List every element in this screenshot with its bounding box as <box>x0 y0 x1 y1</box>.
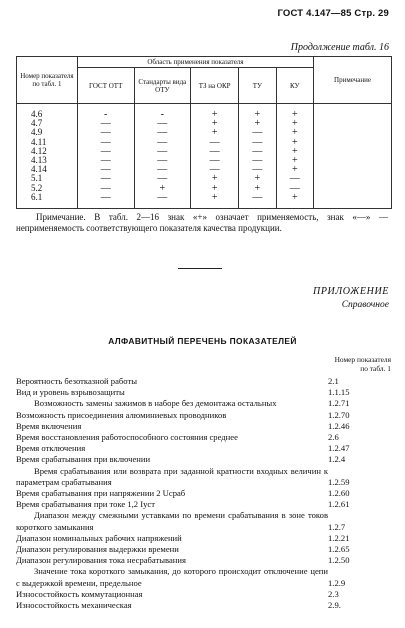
cell: + <box>276 156 313 165</box>
row-number: 4.13 <box>17 156 78 165</box>
entry-ref: 1.2.70 <box>328 409 350 420</box>
cell: - <box>77 104 134 120</box>
entry-text: Диапазон регулирования выдержки времени <box>16 544 179 555</box>
cell: - <box>134 104 191 120</box>
cell: + <box>239 104 276 120</box>
list-item <box>16 589 392 600</box>
entry-ref: 1.2.59 <box>328 476 350 487</box>
cell: — <box>77 184 134 193</box>
table-row <box>17 147 392 156</box>
header-tz-okr: ТЗ на ОКР <box>191 68 239 104</box>
entry-text: Время срабатывания при токе 1,2 Iуст <box>16 499 155 510</box>
cell: + <box>276 119 313 128</box>
list-item <box>16 443 392 454</box>
list-item <box>16 499 392 510</box>
cell: — <box>239 193 276 209</box>
cell: — <box>77 128 134 137</box>
cell: + <box>191 119 239 128</box>
entry-text: Диапазон регулирования тока несрабатывания <box>16 555 186 566</box>
entry-text: Вероятность безотказной работы <box>16 376 137 386</box>
note-cell <box>313 193 391 209</box>
table-row <box>17 138 392 147</box>
list-item <box>16 410 392 421</box>
list-item <box>16 454 392 465</box>
note-cell <box>313 165 391 174</box>
entry-ref: 1.2.4 <box>328 454 346 465</box>
list-item <box>16 600 392 611</box>
entry-ref: 2.3 <box>328 588 339 599</box>
applicability-table <box>16 56 392 209</box>
cell: — <box>239 147 276 156</box>
note-cell <box>313 119 391 128</box>
cell: + <box>191 193 239 209</box>
entry-ref: 1.2.50 <box>328 555 350 566</box>
header-number: Номер показателя по табл. 1 <box>17 57 78 104</box>
list-item <box>16 432 392 443</box>
list-item <box>16 544 392 555</box>
list-item <box>16 398 392 409</box>
entry-text: Вид и уровень взрывозащиты <box>16 387 125 398</box>
entry-ref: 2.9. <box>328 600 341 611</box>
list-item <box>16 387 392 398</box>
appendix-subtitle: Справочное <box>341 300 389 310</box>
cell: — <box>134 156 191 165</box>
cell: + <box>191 128 239 137</box>
cell: + <box>134 184 191 193</box>
cell: + <box>276 104 313 120</box>
indicator-list <box>16 376 392 611</box>
entry-text: Возможность замены зажимов в наборе без демонтажа остальных <box>34 398 277 409</box>
cell: + <box>276 147 313 156</box>
note-cell <box>313 138 391 147</box>
header-tu: ТУ <box>239 68 276 104</box>
entry-ref: 1.2.60 <box>328 488 350 499</box>
cell: + <box>276 138 313 147</box>
entry-text: Диапазон номинальных рабочих напряжений <box>16 532 182 543</box>
row-number: 5.2 <box>17 184 78 193</box>
list-column-header: Номер показателя по табл. 1 <box>334 355 391 373</box>
list-item <box>16 555 392 566</box>
entry-ref: 1.1.15 <box>328 387 350 398</box>
entry-ref: 2.6 <box>328 432 339 443</box>
cell: + <box>276 128 313 137</box>
cell: — <box>239 138 276 147</box>
cell: — <box>191 165 239 174</box>
list-item <box>16 376 392 387</box>
cell: — <box>77 165 134 174</box>
note-cell <box>313 156 391 165</box>
table-row <box>17 104 392 120</box>
entry-ref: 1.2.9 <box>328 577 346 588</box>
cell: — <box>191 147 239 156</box>
row-number: 4.11 <box>17 138 78 147</box>
cell: — <box>276 174 313 183</box>
entry-text: Время отключения <box>16 443 86 454</box>
entry-ref: 1.2.61 <box>328 499 350 510</box>
cell: + <box>239 184 276 193</box>
cell: + <box>191 184 239 193</box>
cell: — <box>134 147 191 156</box>
cell: — <box>276 184 313 193</box>
list-item <box>16 510 392 532</box>
cell: — <box>134 174 191 183</box>
section-divider <box>178 268 222 269</box>
cell: — <box>77 138 134 147</box>
cell: — <box>77 174 134 183</box>
note-cell <box>313 184 391 193</box>
entry-text: Износостойкость механическая <box>16 600 132 611</box>
table-row <box>17 165 392 174</box>
header-standards-otu: Стандарты вида ОТУ <box>134 68 191 104</box>
list-item <box>16 466 392 488</box>
cell: + <box>276 165 313 174</box>
cell: + <box>191 104 239 120</box>
entry-ref: 1.2.47 <box>328 443 350 454</box>
row-number: 6.1 <box>17 193 78 209</box>
header-gost-ott: ГОСТ ОТТ <box>77 68 134 104</box>
cell: — <box>239 156 276 165</box>
cell: + <box>239 119 276 128</box>
row-number: 4.14 <box>17 165 78 174</box>
cell: — <box>77 156 134 165</box>
cell: — <box>191 156 239 165</box>
table-continuation-caption: Продолжение табл. 16 <box>290 42 389 53</box>
entry-ref: 1.2.21 <box>328 532 350 543</box>
note-cell <box>313 104 391 120</box>
cell: — <box>134 119 191 128</box>
cell: — <box>77 147 134 156</box>
table-row <box>17 156 392 165</box>
list-item <box>16 533 392 544</box>
list-item <box>16 488 392 499</box>
entry-ref: 1.2.71 <box>328 398 350 409</box>
note-cell <box>313 128 391 137</box>
table-note: Примечание. В табл. 2—16 знак «+» означает применяемость, знак «—» — неприменяемость соответствующего показателя качества продукции. <box>16 212 388 233</box>
entry-text: Износостойкость коммутационная <box>16 588 143 599</box>
cell: — <box>134 193 191 209</box>
entry-ref: 1.2.46 <box>328 420 350 431</box>
entry-text: Значение тока короткого замыкания, до которого происходит отключение цепи с выдержкой времени, предельное <box>16 566 328 588</box>
list-item <box>16 566 392 588</box>
table-row <box>17 193 392 209</box>
row-number: 4.9 <box>17 128 78 137</box>
cell: — <box>77 119 134 128</box>
row-number: 4.7 <box>17 119 78 128</box>
row-number: 4.6 <box>17 104 78 120</box>
list-item <box>16 421 392 432</box>
header-note: Примечание <box>313 57 391 104</box>
cell: + <box>239 174 276 183</box>
entry-ref: 2.1 <box>328 376 339 386</box>
cell: — <box>134 165 191 174</box>
list-title: АЛФАВИТНЫЙ ПЕРЕЧЕНЬ ПОКАЗАТЕЛЕЙ <box>108 336 297 346</box>
cell: — <box>134 128 191 137</box>
row-number: 5.1 <box>17 174 78 183</box>
entry-text: Время срабатывания или возврата при заданной кратности входных величин к параметрам срабатывания <box>16 465 328 487</box>
table-row <box>17 128 392 137</box>
note-cell <box>313 174 391 183</box>
table-row <box>17 119 392 128</box>
cell: — <box>134 138 191 147</box>
entry-text: Возможность присоединения алюминиевых проводников <box>16 409 227 420</box>
table-row <box>17 174 392 183</box>
cell: — <box>77 193 134 209</box>
note-cell <box>313 147 391 156</box>
cell: + <box>276 193 313 209</box>
cell: — <box>191 138 239 147</box>
entry-text: Время восстановления работоспособного состояния среднее <box>16 432 238 443</box>
entry-text: Диапазон между смежными уставками по времени срабатывания в зоне токов короткого замыкания <box>16 510 328 532</box>
entry-text: Время срабатывания при включении <box>16 454 151 465</box>
cell: — <box>239 128 276 137</box>
header-ku: КУ <box>276 68 313 104</box>
header-scope: Область применения показателя <box>77 57 313 68</box>
page-header: ГОСТ 4.147—85 Стр. 29 <box>277 8 389 19</box>
cell: — <box>239 165 276 174</box>
appendix-title: ПРИЛОЖЕНИЕ <box>313 286 389 297</box>
entry-text: Время срабатывания при напряжении 2 Uсраб <box>16 488 186 499</box>
table-row <box>17 184 392 193</box>
row-number: 4.12 <box>17 147 78 156</box>
entry-ref: 1.2.7 <box>328 521 346 532</box>
entry-text: Время включения <box>16 420 82 431</box>
cell: + <box>191 174 239 183</box>
entry-ref: 1.2.65 <box>328 544 350 555</box>
